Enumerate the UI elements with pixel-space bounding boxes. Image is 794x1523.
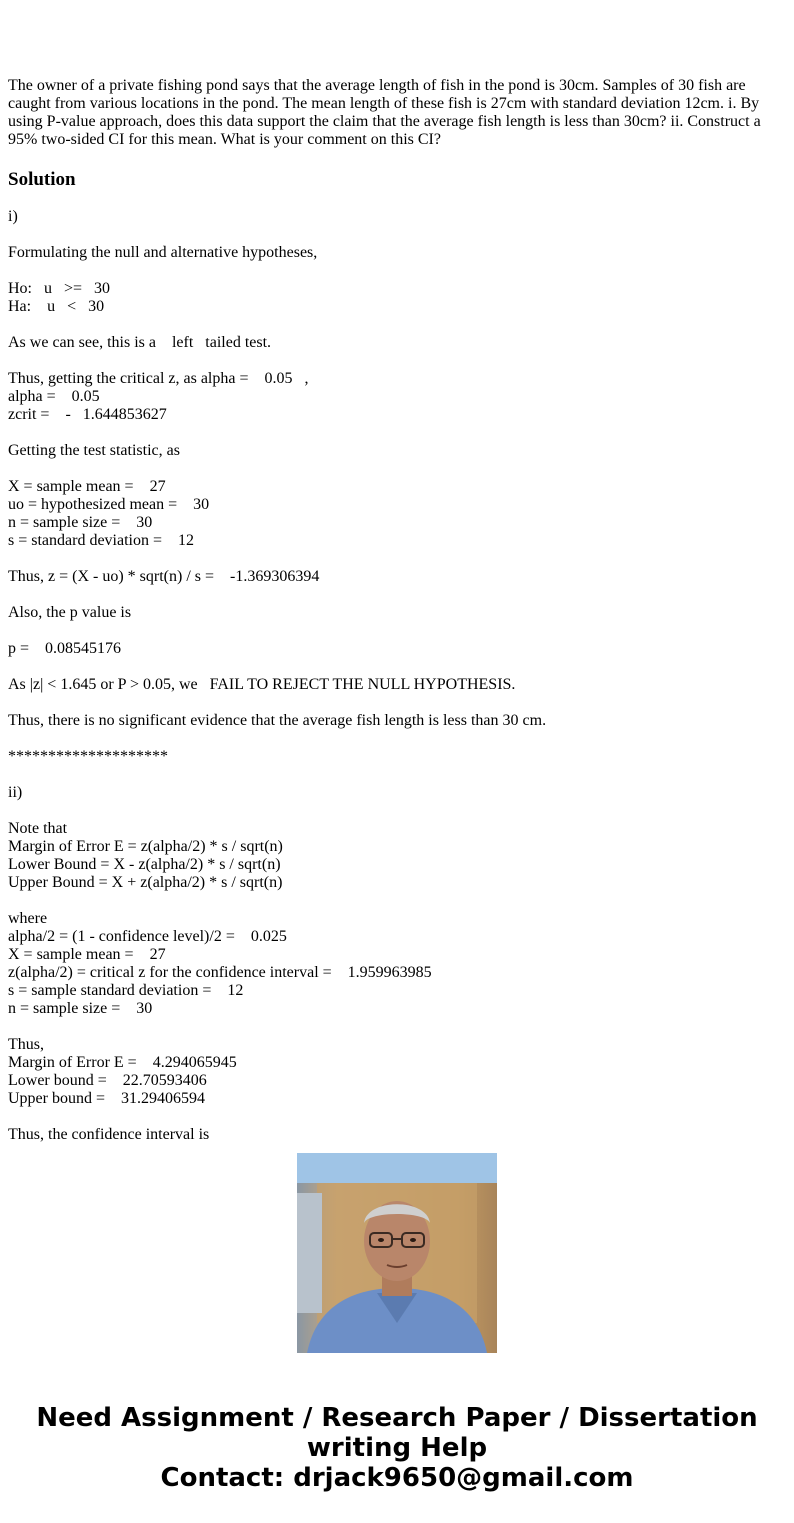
solution-line: Thus, there is no significant evidence that the average fish length is less than 30 cm. [8, 712, 547, 729]
solution-line: s = standard deviation = 12 [8, 532, 195, 549]
document-body [8, 77, 780, 1143]
solution-line: s = sample standard deviation = 12 [8, 982, 244, 999]
solution-line: Margin of Error E = 4.294065945 [8, 1054, 237, 1071]
solution-line: As |z| < 1.645 or P > 0.05, we FAIL TO REJECT THE NULL HYPOTHESIS. [8, 676, 516, 693]
solution-heading: Solution [8, 169, 76, 190]
solution-line: Getting the test statistic, as [8, 442, 180, 459]
author-photo [297, 1153, 497, 1353]
footer-contact-email: Contact: drjack9650@gmail.com [160, 1463, 634, 1493]
solution-line: Thus, getting the critical z, as alpha = 0.05 , [8, 370, 309, 387]
blank-line [8, 658, 780, 676]
blank-line [8, 802, 780, 820]
solution-line: Thus, the confidence interval is [8, 1126, 210, 1143]
solution-line: Upper bound = 31.29406594 [8, 1090, 206, 1107]
solution-line: Ho: u >= 30 [8, 280, 111, 297]
solution-line: n = sample size = 30 [8, 1000, 153, 1017]
blank-line [8, 892, 780, 910]
solution-line: Thus, [8, 1036, 44, 1053]
solution-line: Thus, z = (X - uo) * sqrt(n) / s = -1.369306394 [8, 568, 320, 585]
blank-line [8, 424, 780, 442]
blank-line [8, 460, 780, 478]
blank-line [8, 352, 780, 370]
blank-line [8, 550, 780, 568]
question-text: The owner of a private fishing pond says that the average length of fish in the pond is 30cm. Samples of 30 fish are caught from various locations in the pond. The mean length of these fish is 27cm with standard deviation 12cm. i. By using P-value approach, does this data support the claim that the average fish length is less than 30cm? ii. Construct a 95% two-sided CI for this mean. What is your comment on this CI? [8, 77, 761, 148]
solution-line: p = 0.08545176 [8, 640, 122, 657]
solution-line: Lower Bound = X - z(alpha/2) * s / sqrt(n) [8, 856, 281, 873]
solution-line: As we can see, this is a left tailed test. [8, 334, 272, 351]
footer-line-1: Need Assignment / Research Paper / Dissertation [36, 1403, 758, 1433]
blank-line [8, 226, 780, 244]
blank-line [8, 262, 780, 280]
blank-line [8, 694, 780, 712]
solution-line: Upper Bound = X + z(alpha/2) * s / sqrt(n) [8, 874, 283, 891]
blank-line [8, 622, 780, 640]
blank-line [8, 730, 780, 748]
solution-line: X = sample mean = 27 [8, 946, 166, 963]
solution-line: Note that [8, 820, 68, 837]
solution-line: ii) [8, 784, 23, 801]
solution-line: Ha: u < 30 [8, 298, 105, 315]
blank-line [8, 1018, 780, 1036]
solution-line: z(alpha/2) = critical z for the confidence interval = 1.959963985 [8, 964, 432, 981]
solution-line: uo = hypothesized mean = 30 [8, 496, 210, 513]
solution-line: Formulating the null and alternative hypotheses, [8, 244, 318, 261]
solution-line: X = sample mean = 27 [8, 478, 166, 495]
solution-body [8, 208, 780, 1144]
solution-line: Also, the p value is [8, 604, 132, 621]
solution-line: alpha/2 = (1 - confidence level)/2 = 0.025 [8, 928, 287, 945]
solution-line: i) [8, 208, 18, 225]
solution-line: alpha = 0.05 [8, 388, 100, 405]
person-portrait-icon [297, 1153, 497, 1353]
footer-line-2: writing Help [306, 1433, 488, 1463]
solution-line: Lower bound = 22.70593406 [8, 1072, 207, 1089]
blank-line [8, 316, 780, 334]
solution-line: where [8, 910, 48, 927]
solution-line: ******************** [8, 748, 168, 765]
blank-line [8, 586, 780, 604]
solution-line: zcrit = - 1.644853627 [8, 406, 167, 423]
blank-line [8, 1108, 780, 1126]
contact-banner [0, 1403, 794, 1493]
blank-line [8, 766, 780, 784]
solution-line: n = sample size = 30 [8, 514, 153, 531]
solution-line: Margin of Error E = z(alpha/2) * s / sqrt(n) [8, 838, 283, 855]
